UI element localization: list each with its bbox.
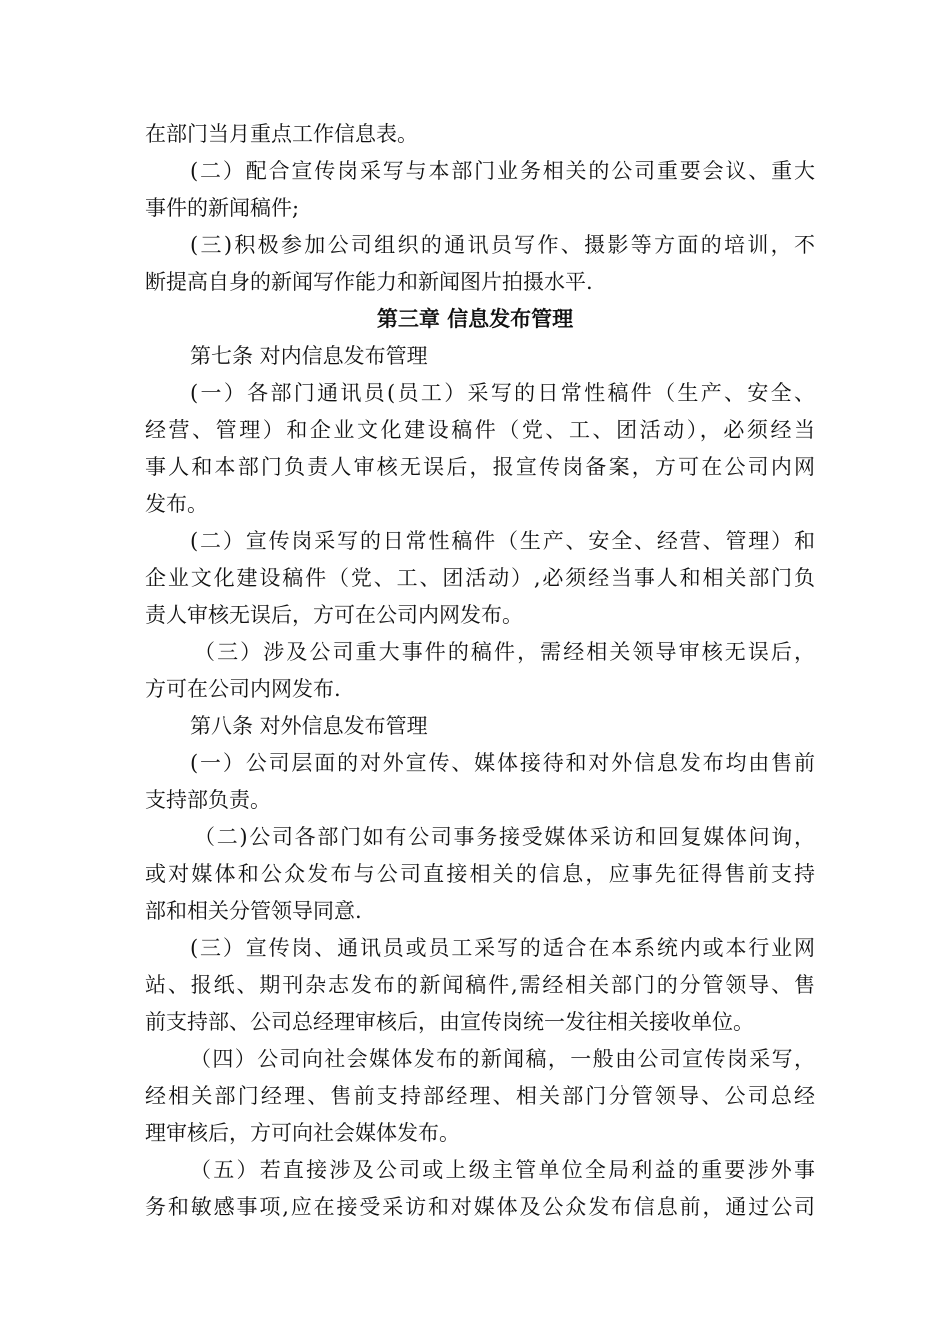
text-line: 在部门当月重点工作信息表。: [145, 122, 418, 146]
text-line: (一）各部门通讯员(员工）采写的日常性稿件（生产、安全、: [190, 381, 815, 405]
text-line: （三）涉及公司重大事件的稿件，需经相关领导审核无误后，: [194, 640, 815, 664]
text-line: 事人和本部门负责人审核无误后，报宣传岗备案，方可在公司内网: [145, 455, 815, 479]
text-line: 经相关部门经理、售前支持部经理、相关部门分管领导、公司总经: [145, 1084, 815, 1108]
text-line: 务和敏感事项,应在接受采访和对媒体及公众发布信息前，通过公司: [145, 1195, 815, 1219]
text-line: (二）宣传岗采写的日常性稿件（生产、安全、经营、管理）和: [190, 529, 815, 553]
text-line: 站、报纸、期刊杂志发布的新闻稿件,需经相关部门的分管领导、售: [145, 973, 815, 997]
text-line: (二）配合宣传岗采写与本部门业务相关的公司重要会议、重大: [190, 159, 815, 183]
text-line: 发布。: [145, 492, 208, 516]
article-title: 第七条 对内信息发布管理: [190, 344, 428, 368]
text-line: 理审核后，方可向社会媒体发布。: [145, 1121, 460, 1145]
text-line: （二)公司各部门如有公司事务接受媒体采访和回复媒体问询，: [194, 825, 815, 849]
text-line: 经营、管理）和企业文化建设稿件（党、工、团活动），必须经当: [145, 418, 815, 442]
text-line: 支持部负责。: [145, 788, 271, 812]
text-line: 责人审核无误后，方可在公司内网发布。: [145, 603, 523, 627]
article-title: 第八条 对外信息发布管理: [190, 714, 428, 738]
chapter-heading: 第三章 信息发布管理: [376, 307, 574, 331]
text-line: 部和相关分管领导同意.: [145, 899, 362, 923]
text-line: 企业文化建设稿件（党、工、团活动）,必须经当事人和相关部门负: [145, 566, 815, 590]
text-line: 或对媒体和公众发布与公司直接相关的信息，应事先征得售前支持: [145, 862, 815, 886]
text-line: 事件的新闻稿件;: [145, 196, 300, 220]
text-line: （四）公司向社会媒体发布的新闻稿，一般由公司宣传岗采写，: [190, 1047, 815, 1071]
text-line: （五）若直接涉及公司或上级主管单位全局利益的重要涉外事: [190, 1158, 815, 1182]
text-line: 前支持部、公司总经理审核后，由宣传岗统一发往相关接收单位。: [145, 1010, 754, 1034]
text-line: (三）宣传岗、通讯员或员工采写的适合在本系统内或本行业网: [190, 936, 815, 960]
text-line: (三)积极参加公司组织的通讯员写作、摄影等方面的培训，不: [190, 233, 815, 257]
text-line: 断提高自身的新闻写作能力和新闻图片拍摄水平.: [145, 270, 593, 294]
text-line: (一）公司层面的对外宣传、媒体接待和对外信息发布均由售前: [190, 751, 815, 775]
text-line: 方可在公司内网发布.: [145, 677, 341, 701]
